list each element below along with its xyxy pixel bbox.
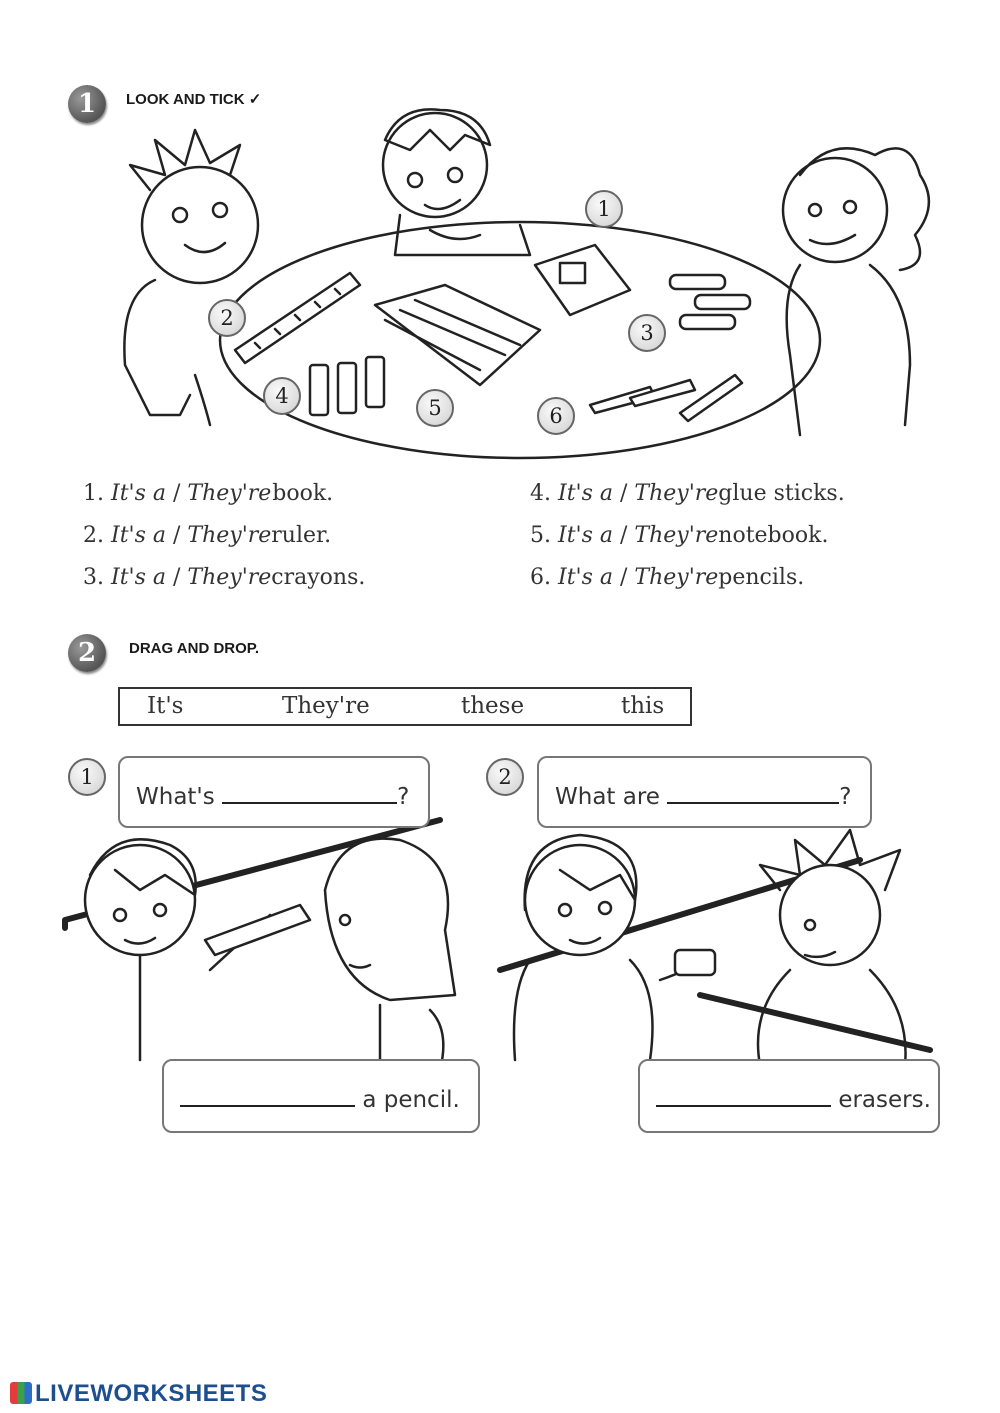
word-bank-item-theyre[interactable]: They're: [282, 693, 370, 719]
section-2-badge: 2: [68, 634, 106, 672]
classroom-table-illustration: [110, 95, 950, 465]
option-theyre[interactable]: They're: [187, 481, 272, 506]
scene-1-answer-bubble: [162, 1059, 480, 1133]
tick-sentence-1: [83, 481, 333, 506]
option-theyre[interactable]: They're: [634, 523, 719, 548]
sentence-noun: pencils.: [718, 565, 805, 590]
picture-number-6: 6: [537, 397, 575, 435]
scene-1-number: 1: [68, 758, 106, 796]
scene-illustrations: [60, 820, 950, 1070]
question-end-text: ?: [397, 784, 410, 810]
scene-1-girl: [325, 839, 455, 1070]
option-separator: /: [619, 481, 628, 506]
section-1-badge: 1: [68, 85, 106, 123]
scene-1-boy: [85, 839, 310, 1060]
question-start-text: What are: [555, 784, 660, 810]
option-its-a[interactable]: It's a: [111, 523, 166, 548]
option-its-a[interactable]: It's a: [558, 565, 613, 590]
option-its-a[interactable]: It's a: [111, 481, 166, 506]
sentence-noun: book.: [272, 481, 334, 506]
scene-1-question-bubble: [118, 756, 430, 828]
word-bank: [118, 687, 692, 726]
picture-number-1: 1: [585, 190, 623, 228]
answer-drop-field[interactable]: [656, 1083, 831, 1107]
option-theyre[interactable]: They're: [187, 565, 272, 590]
footer-brand-text: LIVEWORKSHEETS: [35, 1380, 268, 1407]
sentence-number: 2.: [83, 523, 104, 548]
sentence-number: 4.: [530, 481, 551, 506]
word-bank-item-these[interactable]: these: [461, 693, 525, 719]
option-theyre[interactable]: They're: [634, 481, 719, 506]
glue-sticks-item: [310, 357, 384, 415]
sentence-number: 5.: [530, 523, 551, 548]
option-theyre[interactable]: They're: [634, 565, 719, 590]
tick-sentence-4: [530, 481, 845, 506]
section-1-heading: LOOK AND TICK ✓: [126, 91, 262, 108]
section-2-heading: DRAG AND DROP.: [129, 640, 260, 657]
answer-end-text: erasers.: [838, 1087, 931, 1113]
option-its-a[interactable]: It's a: [558, 481, 613, 506]
sentence-noun: crayons.: [271, 565, 366, 590]
scene-2-boy: [758, 830, 906, 1065]
word-bank-item-its[interactable]: It's: [147, 693, 184, 719]
word-bank-item-this[interactable]: this: [621, 693, 665, 719]
girl-right-figure: [783, 148, 929, 435]
option-separator: /: [172, 481, 181, 506]
option-separator: /: [619, 565, 628, 590]
option-its-a[interactable]: It's a: [111, 565, 166, 590]
question-end-text: ?: [839, 784, 852, 810]
question-drop-field[interactable]: [667, 780, 839, 804]
option-separator: /: [172, 565, 181, 590]
sentence-noun: glue sticks.: [718, 481, 845, 506]
picture-number-2: 2: [208, 299, 246, 337]
sentence-noun: ruler.: [271, 523, 332, 548]
answer-end-text: a pencil.: [362, 1087, 460, 1113]
sentence-number: 1.: [83, 481, 104, 506]
option-separator: /: [619, 523, 628, 548]
tick-sentence-2: [83, 523, 331, 548]
tick-sentence-6: [530, 565, 804, 590]
liveworksheets-mark-icon: [10, 1382, 32, 1404]
picture-number-4: 4: [263, 377, 301, 415]
picture-number-3: 3: [628, 314, 666, 352]
sentence-noun: notebook.: [718, 523, 829, 548]
answer-drop-field[interactable]: [180, 1083, 355, 1107]
tick-sentence-3: [83, 565, 365, 590]
liveworksheets-logo[interactable]: [10, 1380, 267, 1410]
scene-2-question-bubble: [537, 756, 872, 828]
option-theyre[interactable]: They're: [187, 523, 272, 548]
tick-sentence-5: [530, 523, 828, 548]
sentence-number: 6.: [530, 565, 551, 590]
question-start-text: What's: [136, 784, 215, 810]
sentence-number: 3.: [83, 565, 104, 590]
option-its-a[interactable]: It's a: [558, 523, 613, 548]
option-separator: /: [172, 523, 181, 548]
question-drop-field[interactable]: [222, 780, 397, 804]
scene-2-girl: [514, 835, 715, 1060]
scene-2-answer-bubble: [638, 1059, 940, 1133]
picture-number-5: 5: [416, 389, 454, 427]
scene-2-number: 2: [486, 758, 524, 796]
